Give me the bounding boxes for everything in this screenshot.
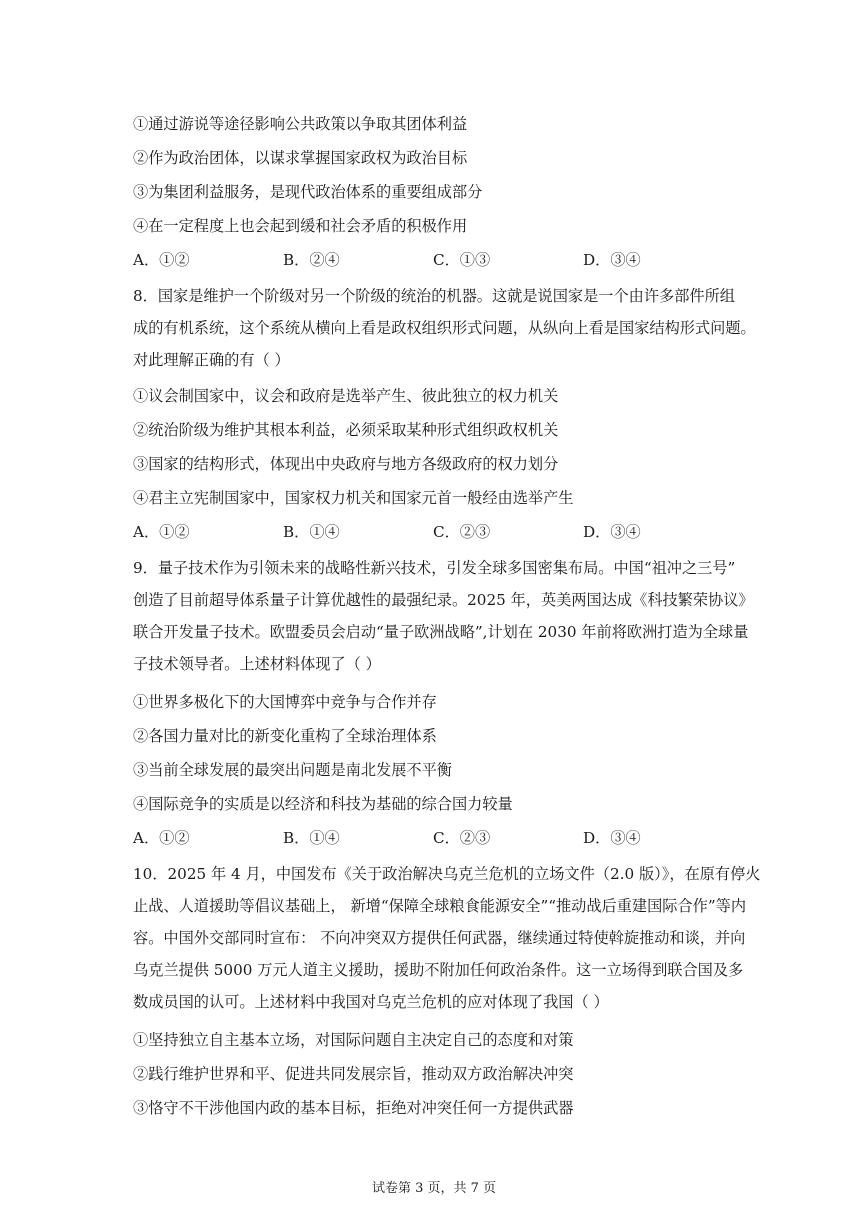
- page-footer: 试卷第 3 页，共 7 页: [371, 1181, 497, 1196]
- q9-answer-choices: [133, 828, 733, 848]
- q8-choice-c: C．②③: [433, 523, 491, 541]
- q8-stem-line: 对此理解正确的有（ ）: [133, 351, 290, 369]
- q7-option-1: ①通过游说等途径影响公共政策以争取其团体利益: [133, 115, 468, 133]
- q7-choice-b: B．②④: [283, 251, 340, 269]
- q9-stem-line: 创造了目前超导体系量子计算优越性的最强纪录。2025 年，英美两国达成《科技繁荣协议》: [133, 591, 754, 609]
- q9-option-4: ④国际竞争的实质是以经济和科技为基础的综合国力较量: [133, 795, 513, 813]
- q7-choice-c: C．①③: [433, 251, 491, 269]
- q9-choice-c: C．②③: [433, 829, 491, 847]
- q7-choice-d: D．③④: [583, 251, 641, 269]
- q10-stem-line: 10．2025 年 4 月，中国发布《关于政治解决乌克兰危机的立场文件（2.0 版）》，在原有停火: [133, 865, 761, 883]
- q8-stem: [133, 280, 756, 376]
- q8-choice-b: B．①④: [283, 523, 340, 541]
- q8-stem-line: 成的有机系统，这个系统从横向上看是政权组织形式问题，从纵向上看是国家结构形式问题。: [133, 319, 756, 337]
- q9-option-3: ③当前全球发展的最突出问题是南北发展不平衡: [133, 761, 452, 779]
- q8-option-1: ①议会制国家中，议会和政府是选举产生、彼此独立的权力机关: [133, 387, 559, 405]
- q10-option-2: ②践行维护世界和平、促进共同发展宗旨，推动双方政治解决冲突: [133, 1065, 574, 1083]
- q10-stem-line: 乌克兰提供 5000 万元人道主义援助，援助不附加任何政治条件。这一立场得到联合国及多: [133, 961, 744, 979]
- q8-option-3: ③国家的结构形式，体现出中央政府与地方各级政府的权力划分: [133, 455, 559, 473]
- q7-choice-a: A．①②: [133, 251, 190, 269]
- q7-option-2: ②作为政治团体，以谋求掌握国家政权为政治目标: [133, 149, 468, 167]
- q10-stem-line: 数成员国的认可。上述材料中我国对乌克兰危机的应对体现了我国（ ）: [133, 993, 609, 1011]
- q8-choice-a: A．①②: [133, 523, 190, 541]
- q9-stem: [133, 552, 754, 680]
- q10-stem-line: 止战、人道援助等倡议基础上， 新增“保障全球粮食能源安全”“推动战后重建国际合作”等内: [133, 897, 747, 915]
- q8-option-4: ④君主立宪制国家中，国家权力机关和国家元首一般经由选举产生: [133, 489, 574, 507]
- q10-option-1: ①坚持独立自主基本立场，对国际问题自主决定自己的态度和对策: [133, 1031, 574, 1049]
- q9-choice-a: A．①②: [133, 829, 190, 847]
- q10-option-3: ③恪守不干涉他国内政的基本目标，拒绝对冲突任何一方提供武器: [133, 1099, 574, 1117]
- q10-stem: [133, 858, 761, 1018]
- q9-stem-line: 联合开发量子技术。欧盟委员会启动“量子欧洲战略”,计划在 2030 年前将欧洲打造为全球量: [133, 623, 749, 641]
- q8-stem-line: 8．国家是维护一个阶级对另一个阶级的统治的机器。这就是说国家是一个由许多部件所组: [133, 287, 735, 305]
- q9-option-1: ①世界多极化下的大国博弈中竞争与合作并存: [133, 693, 437, 711]
- q7-answer-choices: [133, 250, 733, 270]
- q7-option-3: ③为集团利益服务，是现代政治体系的重要组成部分: [133, 183, 483, 201]
- q10-stem-line: 容。中国外交部同时宣布： 不向冲突双方提供任何武器，继续通过特使斡旋推动和谈，并向: [133, 929, 746, 947]
- q9-stem-line: 子技术领导者。上述材料体现了（ ）: [133, 655, 381, 673]
- q9-choice-b: B．①④: [283, 829, 340, 847]
- q8-option-2: ②统治阶级为维护其根本利益，必须采取某种形式组织政权机关: [133, 421, 559, 439]
- q8-choice-d: D．③④: [583, 523, 641, 541]
- q7-option-4: ④在一定程度上也会起到缓和社会矛盾的积极作用: [133, 217, 468, 235]
- q9-stem-line: 9．量子技术作为引领未来的战略性新兴技术，引发全球多国密集布局。中国“祖冲之三号”: [133, 559, 736, 577]
- q8-answer-choices: [133, 522, 733, 542]
- q9-option-2: ②各国力量对比的新变化重构了全球治理体系: [133, 727, 437, 745]
- q9-choice-d: D．③④: [583, 829, 641, 847]
